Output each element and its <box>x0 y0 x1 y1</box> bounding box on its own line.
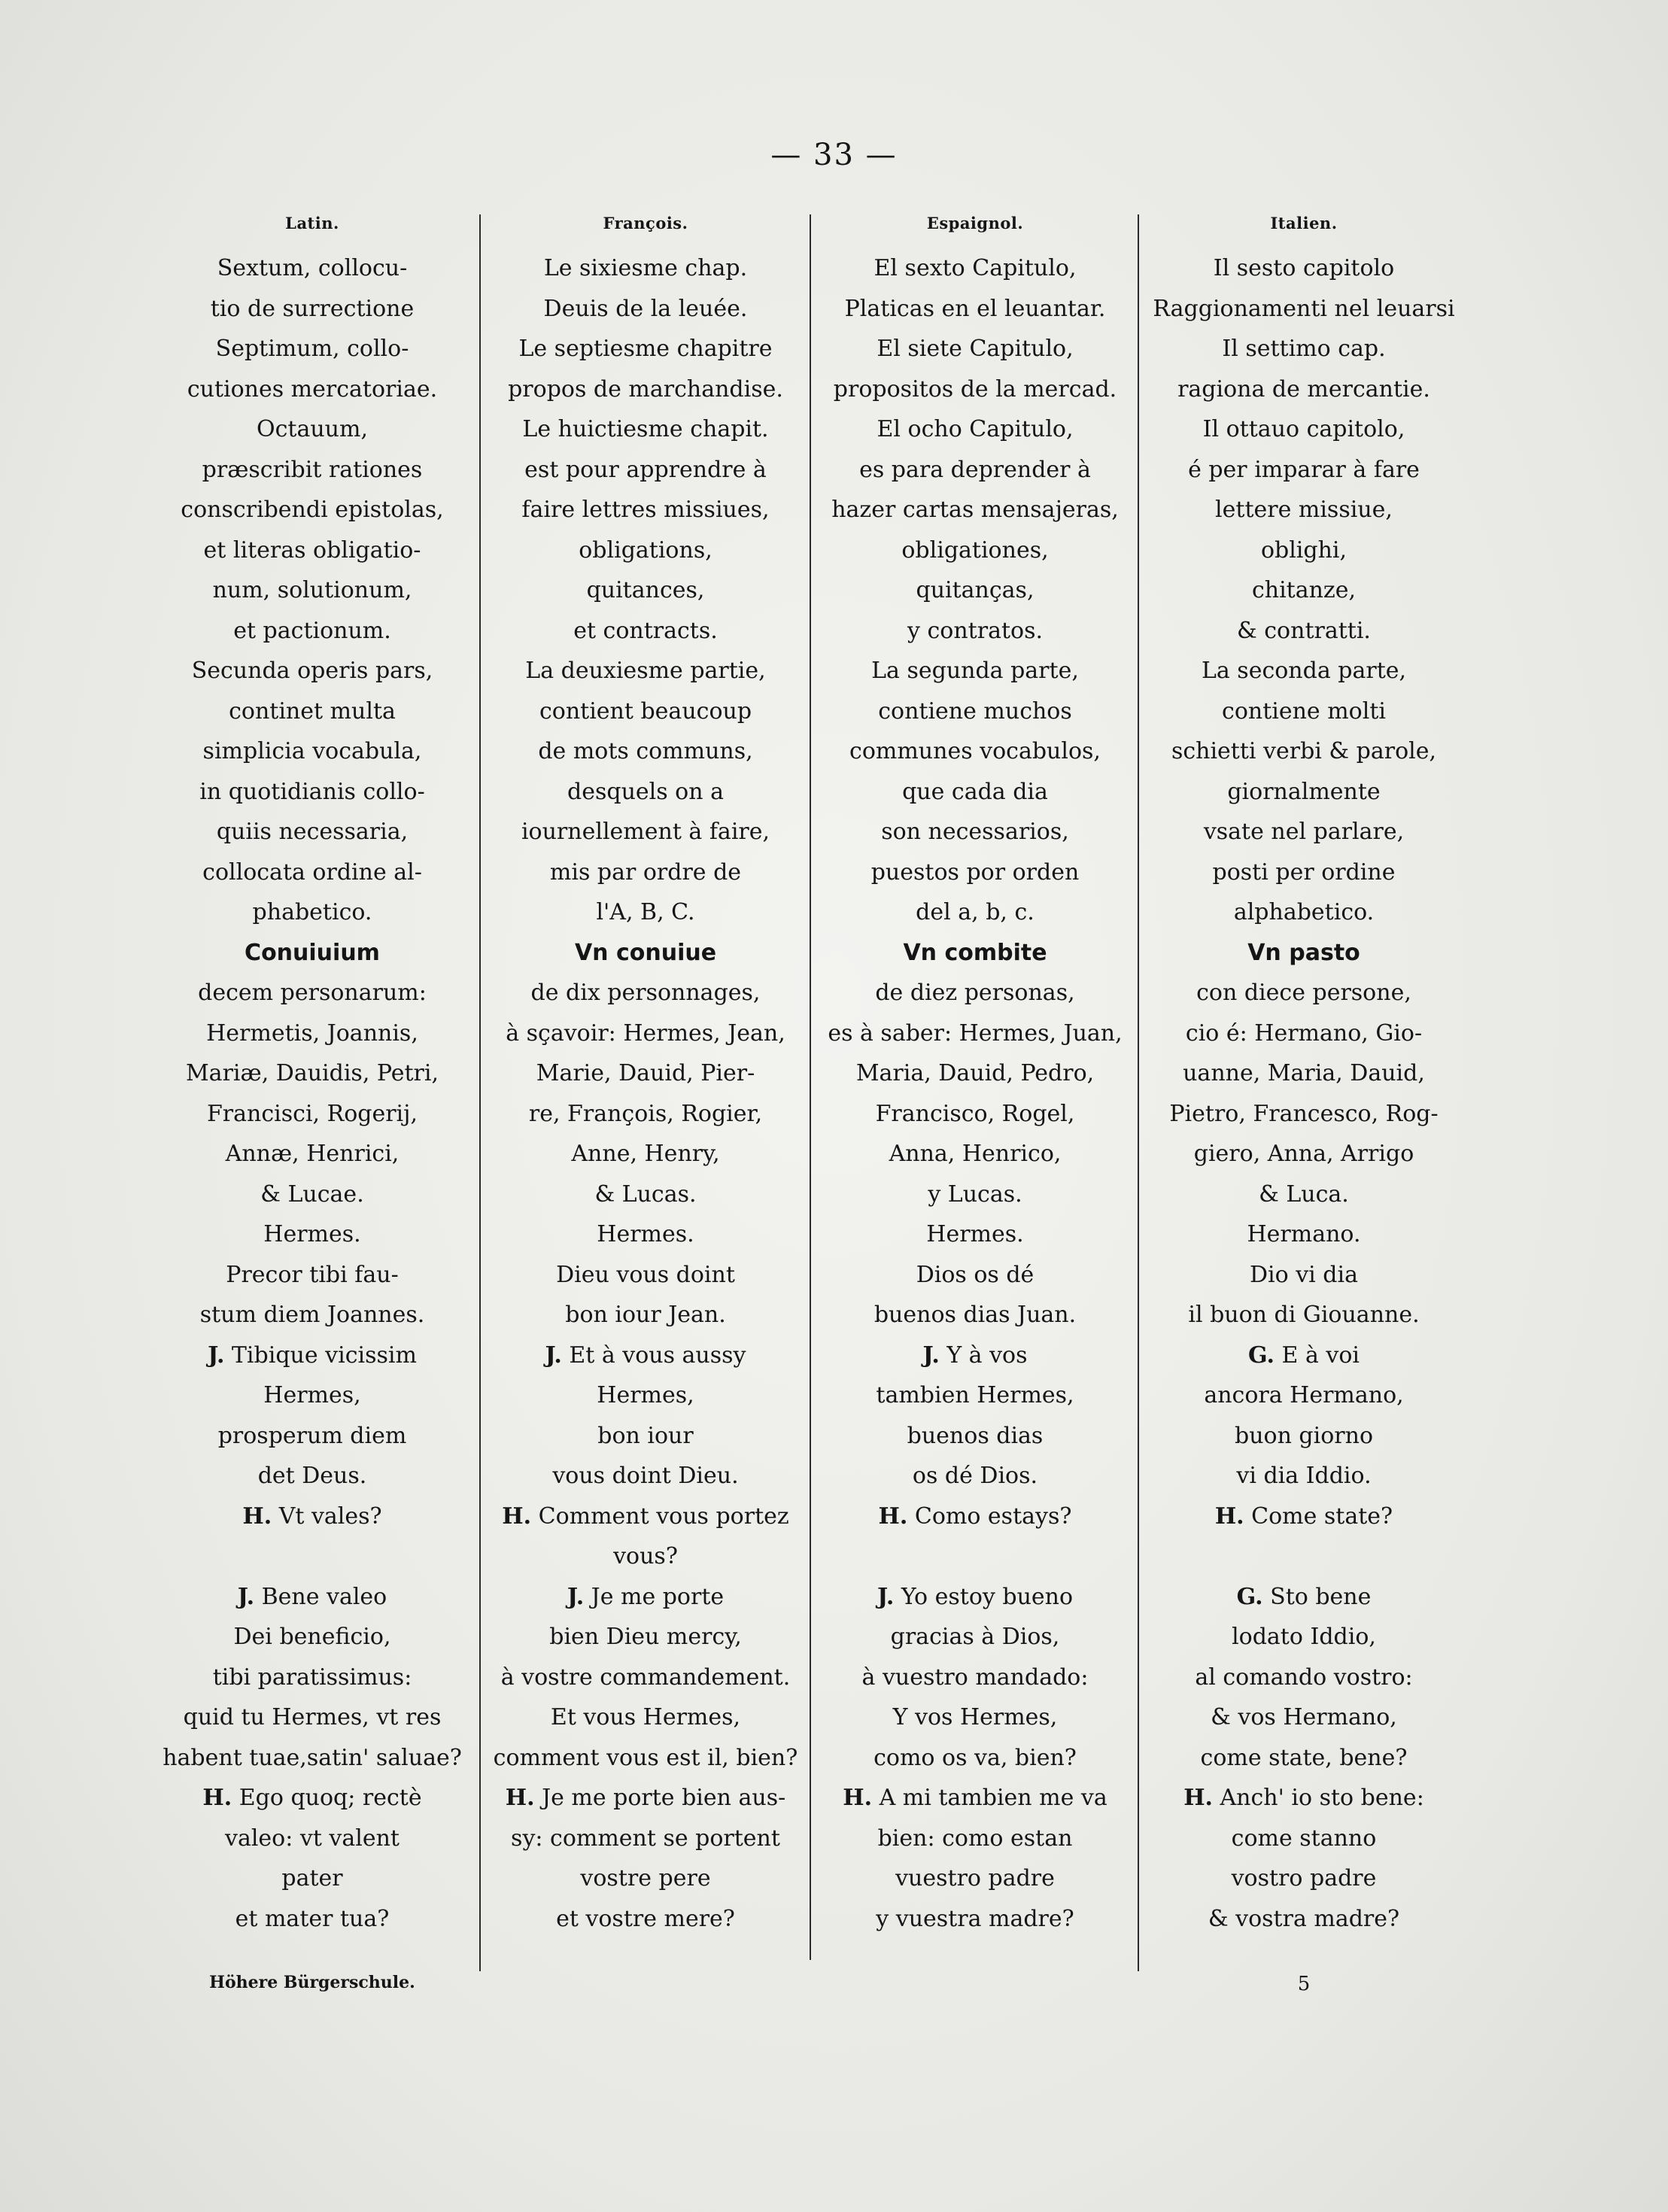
text-line: ancora Hermano, <box>1204 1382 1404 1408</box>
text-line: desquels on a <box>567 778 724 805</box>
text-line: Sextum, collocu- <box>217 255 408 281</box>
text-line: Marie, Dauid, Pier- <box>536 1060 755 1086</box>
text-line: contiene muchos <box>878 697 1072 725</box>
text-line: Deuis de la leuée. <box>543 295 748 322</box>
text-line: ragiona de mercantie. <box>1177 375 1430 403</box>
text-line: Hermano. <box>1247 1221 1361 1247</box>
text-line: J. Y à vos <box>922 1341 1028 1369</box>
text-line: Octauum, <box>257 416 368 442</box>
text-line: iournellement à faire, <box>521 819 770 845</box>
text-line: Dieu vous doint <box>556 1261 735 1288</box>
text-line: Dios os dé <box>916 1261 1035 1288</box>
text-line: et mater tua? <box>235 1905 390 1932</box>
text-line: vostre pere <box>580 1865 711 1891</box>
text-line: quid tu Hermes, vt res <box>183 1704 442 1730</box>
text-line: os dé Dios. <box>912 1463 1038 1489</box>
text-line: lettere missiue, <box>1215 497 1393 523</box>
footer-signature: Höhere Bürgerschule. <box>209 1973 415 1992</box>
text-line: & Luca. <box>1259 1180 1349 1208</box>
text-line: Hermes. <box>263 1221 361 1247</box>
text-line: de diez personas, <box>875 980 1075 1006</box>
text-line: H. Vt vales? <box>242 1503 382 1530</box>
text-line: Anna, Henrico, <box>889 1141 1062 1167</box>
text-line: bon iour Jean. <box>565 1302 726 1328</box>
text-line: vostro padre <box>1231 1865 1377 1891</box>
text-line: Vn pasto <box>1247 939 1360 966</box>
text-line: buenos dias <box>907 1422 1044 1449</box>
speaker-initial: J. <box>208 1341 225 1369</box>
text-line: H. Come state? <box>1214 1503 1393 1530</box>
text-line: J. Bene valeo <box>237 1583 387 1610</box>
text-line: Vn combite <box>903 939 1047 966</box>
text-line: Anne, Henry, <box>571 1141 720 1167</box>
blank-line <box>1141 1536 1466 1577</box>
text-line: Hermes. <box>926 1221 1024 1247</box>
text-line: comment vous est il, bien? <box>493 1744 798 1771</box>
text-line: come stanno <box>1231 1825 1377 1852</box>
text-line: es para deprender à <box>859 456 1091 483</box>
text-line: El sexto Capitulo, <box>873 255 1077 281</box>
text-line: in quotidianis collo- <box>199 778 425 805</box>
column-header: Italien. <box>1270 214 1338 232</box>
text-line: es à saber: Hermes, Juan, <box>828 1019 1123 1047</box>
text-line: contient beaucoup <box>539 697 752 725</box>
text-line: J. Et à vous aussy <box>545 1341 746 1369</box>
text-line: et contracts. <box>573 617 718 644</box>
text-line: son necessarios, <box>881 819 1069 845</box>
text-line: Hermes, <box>597 1382 694 1408</box>
text-line: Pietro, Francesco, Rog- <box>1169 1100 1439 1127</box>
column-lines <box>483 248 808 1939</box>
text-line: tibi paratissimus: <box>212 1664 412 1691</box>
text-line: Precor tibi fau- <box>226 1261 399 1288</box>
text-line: bien: como estan <box>877 1825 1073 1852</box>
text-line: hazer cartas mensajeras, <box>831 497 1119 523</box>
text-line: obligations, <box>579 536 712 564</box>
text-line: come state, bene? <box>1200 1744 1408 1771</box>
speaker-initial: J. <box>877 1583 895 1610</box>
text-line: Maria, Dauid, Pedro, <box>855 1060 1095 1086</box>
text-line: H. Ego quoq; rectè <box>202 1785 422 1811</box>
text-line: Hermes, <box>263 1382 361 1408</box>
column-espaignol <box>813 211 1138 1971</box>
text-line: det Deus. <box>257 1463 367 1489</box>
text-line: propos de marchandise. <box>508 375 783 403</box>
text-line: cutiones mercatoriae. <box>187 375 438 403</box>
text-line: alphabetico. <box>1233 899 1375 925</box>
speaker-initial: H. <box>505 1785 535 1811</box>
page-number: — 33 — <box>770 138 898 172</box>
text-line: Le septiesme chapitre <box>518 336 773 362</box>
text-line: H. Je me porte bien aus- <box>505 1785 786 1811</box>
text-line: et pactionum. <box>233 617 391 644</box>
text-line: G. Sto bene <box>1236 1583 1372 1610</box>
text-line: Francisco, Rogel, <box>875 1100 1075 1127</box>
text-line: et literas obligatio- <box>203 536 421 564</box>
speaker-initial: J. <box>237 1583 255 1610</box>
text-line: posti per ordine <box>1212 858 1396 886</box>
speaker-initial: J. <box>545 1341 562 1369</box>
column-header: Espaignol. <box>926 214 1024 232</box>
text-line: gracias à Dios, <box>890 1624 1060 1650</box>
column-lines <box>813 248 1138 1939</box>
column-lines <box>150 248 474 1939</box>
text-line: H. Anch' io sto bene: <box>1183 1785 1424 1811</box>
text-line: buon giorno <box>1234 1422 1374 1449</box>
speaker-initial: J. <box>922 1341 940 1369</box>
text-line: à vuestro mandado: <box>861 1664 1089 1691</box>
text-line: oblighi, <box>1260 536 1347 564</box>
text-line: La deuxiesme partie, <box>525 658 766 684</box>
text-line: y Lucas. <box>928 1180 1022 1208</box>
text-line: sy: comment se portent <box>511 1825 780 1852</box>
text-line: & Lucas. <box>594 1180 697 1208</box>
speaker-initial: H. <box>1214 1503 1244 1530</box>
text-line: buenos dias Juan. <box>873 1302 1077 1328</box>
speaker-initial: G. <box>1248 1341 1275 1369</box>
text-line: é per imparar à fare <box>1188 456 1420 483</box>
text-line: giero, Anna, Arrigo <box>1193 1141 1414 1167</box>
text-line: & Lucae. <box>260 1180 364 1208</box>
column-divider <box>810 214 811 1960</box>
text-line: bon iour <box>597 1422 694 1449</box>
text-line: re, François, Rogier, <box>528 1100 763 1127</box>
text-line: continet multa <box>229 697 396 725</box>
text-line: collocata ordine al- <box>202 858 422 886</box>
text-line: Annæ, Henrici, <box>225 1141 400 1167</box>
text-line: à sçavoir: Hermes, Jean, <box>506 1019 785 1047</box>
text-line: obligationes, <box>901 536 1049 564</box>
text-line: Dio vi dia <box>1249 1261 1358 1288</box>
speaker-initial: H. <box>202 1785 232 1811</box>
text-line: H. Como estays? <box>878 1503 1072 1530</box>
text-line: cio é: Hermano, Gio- <box>1185 1019 1423 1047</box>
text-line: como os va, bien? <box>873 1744 1077 1771</box>
text-line: præscribit rationes <box>202 456 423 483</box>
text-line: H. Comment vous portez <box>502 1503 789 1530</box>
text-line: de mots communs, <box>538 738 753 764</box>
text-line: Septimum, collo- <box>215 336 409 362</box>
text-line: mis par ordre de <box>549 858 742 886</box>
text-line: est pour apprendre à <box>524 456 767 483</box>
text-line: tio de surrectione <box>210 295 415 322</box>
text-line: El siete Capitulo, <box>877 336 1074 362</box>
footer-sheet-number: 5 <box>1297 1973 1311 1995</box>
column-lines <box>1141 248 1466 1939</box>
text-line: Platicas en el leuantar. <box>844 295 1106 322</box>
text-line: vous? <box>613 1543 678 1569</box>
text-line: Francisci, Rogerij, <box>206 1100 418 1127</box>
text-line: Il settimo cap. <box>1222 336 1386 362</box>
text-line: Le huictiesme chapit. <box>522 416 769 442</box>
text-line: phabetico. <box>252 899 372 925</box>
text-line: et vostre mere? <box>556 1905 735 1932</box>
speaker-initial: H. <box>1183 1785 1213 1811</box>
text-line: decem personarum: <box>198 980 427 1006</box>
text-line: quiis necessaria, <box>216 819 409 845</box>
text-line: Et vous Hermes, <box>550 1704 741 1730</box>
text-line: El ocho Capitulo, <box>877 416 1074 442</box>
text-line: conscribendi epistolas, <box>181 497 444 523</box>
text-line: J. Tibique vicissim <box>208 1341 417 1369</box>
text-line: Il ottauo capitolo, <box>1202 416 1405 442</box>
text-line: Hermes. <box>597 1221 694 1247</box>
text-line: puestos por orden <box>870 858 1080 886</box>
blank-line <box>150 1536 474 1577</box>
text-line: quitances, <box>586 577 705 603</box>
text-line: vi dia Iddio. <box>1236 1463 1372 1489</box>
text-line: giornalmente <box>1227 778 1381 805</box>
text-line: l'A, B, C. <box>596 899 695 925</box>
text-line: schietti verbi & parole, <box>1171 738 1437 764</box>
text-line: Vn conuiue <box>574 939 717 966</box>
text-line: Il sesto capitolo <box>1213 255 1395 281</box>
text-line: à vostre commandement. <box>500 1664 791 1691</box>
text-line: La segunda parte, <box>871 658 1079 684</box>
text-line: stum diem Joannes. <box>199 1302 425 1328</box>
text-line: communes vocabulos, <box>849 738 1101 764</box>
text-line: del a, b, c. <box>916 899 1035 925</box>
blank-line <box>813 1536 1138 1577</box>
column-header: Latin. <box>285 214 339 232</box>
text-line: que cada dia <box>902 778 1048 805</box>
text-line: pater <box>281 1865 343 1891</box>
text-line: J. Yo estoy bueno <box>877 1583 1074 1610</box>
text-line: chitanze, <box>1251 577 1357 603</box>
text-line: Secunda operis pars, <box>191 658 433 684</box>
text-line: con diece persone, <box>1196 980 1411 1006</box>
text-line: y vuestra madre? <box>876 1905 1074 1932</box>
column-divider <box>479 214 481 1971</box>
text-line: Raggionamenti nel leuarsi <box>1153 295 1455 322</box>
text-line: & contratti. <box>1237 617 1371 644</box>
text-line: valeo: vt valent <box>225 1825 400 1852</box>
text-line: propositos de la mercad. <box>833 375 1117 403</box>
speaker-initial: H. <box>502 1503 532 1530</box>
text-line: La seconda parte, <box>1201 658 1407 684</box>
text-line: de dix personnages, <box>530 980 761 1006</box>
text-line: Mariæ, Dauidis, Petri, <box>185 1060 439 1086</box>
text-line: lodato Iddio, <box>1232 1624 1376 1650</box>
column-header: François. <box>603 214 688 232</box>
text-line: vuestro padre <box>895 1865 1055 1891</box>
text-line: contiene molti <box>1222 697 1386 725</box>
text-line: & vos Hermano, <box>1211 1704 1397 1730</box>
column-italien <box>1141 211 1466 1971</box>
text-line: Dei beneficio, <box>233 1624 391 1650</box>
text-line: bien Dieu mercy, <box>549 1624 742 1650</box>
text-line: Le sixiesme chap. <box>543 255 748 281</box>
column-francois <box>483 211 808 1971</box>
column-divider <box>1138 214 1139 1971</box>
text-line: quitanças, <box>916 577 1035 603</box>
text-line: simplicia vocabula, <box>202 738 422 764</box>
column-latin <box>150 211 474 1971</box>
speaker-initial: H. <box>878 1503 908 1530</box>
text-line: vsate nel parlare, <box>1203 819 1405 845</box>
text-line: y contratos. <box>907 617 1043 644</box>
text-line: Hermetis, Joannis, <box>206 1019 418 1047</box>
text-line: & vostra madre? <box>1208 1905 1400 1932</box>
speaker-initial: J. <box>567 1583 585 1610</box>
text-line: num, solutionum, <box>212 577 412 603</box>
text-line: J. Je me porte <box>567 1583 725 1610</box>
text-line: vous doint Dieu. <box>552 1463 739 1489</box>
text-line: faire lettres missiues, <box>521 497 770 523</box>
text-line: prosperum diem <box>217 1422 407 1449</box>
text-line: il buon di Giouanne. <box>1188 1302 1420 1328</box>
speaker-initial: H. <box>242 1503 272 1530</box>
text-line: G. E à voi <box>1248 1341 1360 1369</box>
text-line: uanne, Maria, Dauid, <box>1183 1060 1425 1086</box>
text-line: Conuiuium <box>245 939 380 966</box>
text-line: al comando vostro: <box>1195 1664 1413 1691</box>
text-line: habent tuae,satin' saluae? <box>163 1744 462 1771</box>
text-line: H. A mi tambien me va <box>843 1785 1107 1811</box>
speaker-initial: H. <box>843 1785 873 1811</box>
speaker-initial: G. <box>1236 1583 1263 1610</box>
text-line: Y vos Hermes, <box>892 1704 1058 1730</box>
text-line: tambien Hermes, <box>876 1382 1074 1408</box>
